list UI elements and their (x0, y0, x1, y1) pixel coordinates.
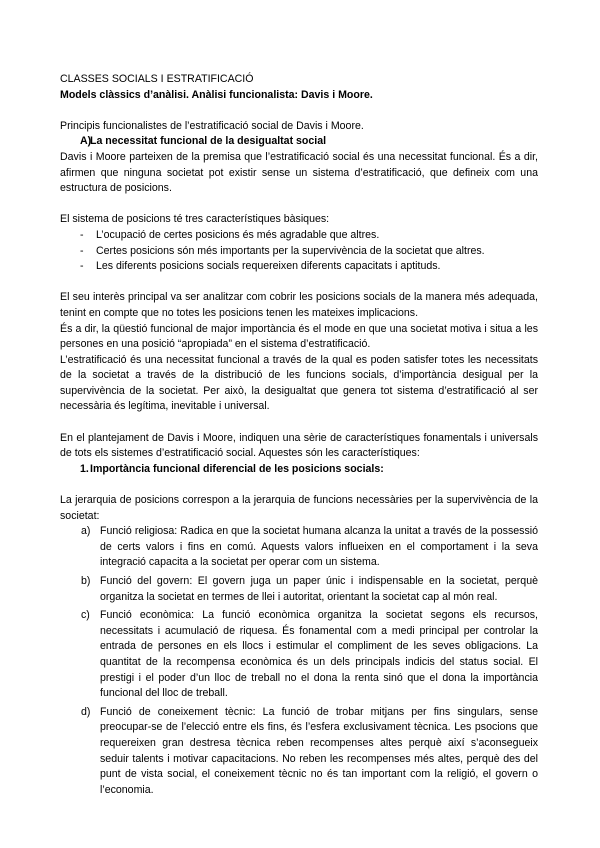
list-marker: a) (81, 525, 91, 538)
paragraph: És a dir, la qüestió funcional de major importància és el mode en que una societat motiva i situa a les persones en una posició “apropiada” en el sistema d’estratificació. (60, 322, 538, 351)
list-item-text: L’ocupació de certes posicions és més agradable que altres. (96, 228, 380, 241)
intro-line: Principis funcionalistes de l’estratificació social de Davis i Moore. (60, 119, 364, 132)
section-1-marker: 1. (80, 462, 89, 475)
characteristics-list (60, 228, 538, 275)
system-intro: El sistema de posicions té tres característiques bàsiques: (60, 213, 330, 226)
list-item-text: Certes posicions són més importants per la supervivència de la societat que altres. (96, 244, 485, 257)
bullet-dash: - (80, 244, 84, 257)
list-item (60, 524, 538, 571)
document-title: CLASSES SOCIALS I ESTRATIFICACIÓ (60, 73, 254, 85)
document-subtitle: Models clàssics d’anàlisi. Anàlisi funcionalista: Davis i Moore. (60, 88, 373, 101)
section-a-text: Davis i Moore parteixen de la premisa que l’estratificació social és una necessitat funcional. És a dir, afirmen que ninguna societat pot existir sense un sistema d’estratificació, que defineix com una estructura de posicions. (60, 150, 538, 195)
list-item (60, 705, 538, 799)
functions-list (60, 524, 538, 798)
bullet-dash: - (80, 228, 84, 241)
list-item (60, 608, 538, 702)
list-marker: c) (81, 609, 90, 622)
list-item (60, 259, 538, 275)
list-marker: b) (81, 575, 91, 587)
list-marker: d) (81, 705, 91, 718)
list-item (60, 228, 538, 244)
list-item (60, 574, 538, 605)
list-item (60, 244, 538, 260)
section-a-marker: A) (80, 135, 92, 148)
section-1-title: Importància funcional diferencial de les posicions socials: (90, 462, 384, 475)
section-1-heading (60, 462, 538, 478)
paragraph: El seu interès principal va ser analitzar com cobrir les posicions socials de la manera més adequada, tenint en compte que no totes les posicions tenen les mateixes implicacions. (60, 291, 538, 319)
section-a-heading (60, 134, 538, 150)
list-item-text: Funció de coneixement tècnic: La funció de trobar mitjans per fins singulars, sense preocupar-se de l’elecció entre els fins, és l’esfera exclusivament tècnica. Les psocions que requereixen gran destresa tècnica reben recompenses altes perquè així s’aconsegueix seduir talents i motivar capacitacions. No reben les recompenses més altes, perquè des del punt de vista social, el coneixement tècnic no és tan important com la religió, el govern o l’economia. (100, 705, 538, 796)
section-a-title: La necessitat funcional de la desigualtat social (90, 135, 327, 148)
document-page (60, 72, 538, 801)
list-item-text: Funció del govern: El govern juga un paper únic i indispensable en la societat, perquè organitza la societat en termes de llei i autoritat, orientant la societat cap al món real. (100, 575, 538, 603)
list-item-text: Les diferents posicions socials requereixen diferents capacitats i aptituds. (96, 260, 441, 273)
paragraph: L’estratificació és una necessitat funcional a través de la qual es poden satisfer totes les necessitats de la societat a través de la distribució de les funcions socials, d’importància desigual per la supervivència de la societat. Per això, la desigualtat que genera tot sistema d’estratificació al ser necessària és legítima, inevitable i universal. (60, 353, 538, 413)
list-item-text: Funció econòmica: La funció econòmica organitza la societat segons els recursos, necessitats i acumulació de riquesa. És fonamental com a medi principal per controlar la entrada de persones en els llocs i estimular el compliment de les seves obligacions. La quantitat de la recompensa econòmica és un dels principals indicis del status social. El prestigi i el poder d’un lloc de treball no el dona la renta sinó que el dona la importància funcional del lloc de treball. (100, 609, 538, 700)
list-item-text: Funció religiosa: Radica en que la societat humana alcanza la unitat a través de la possessió de certs valors i fins en comú. Aquests valors influeixen en el comportament i la seva integració capacita a la societat per operar com un sistema. (100, 525, 538, 569)
plantejament-paragraph: En el plantejament de Davis i Moore, indiquen una sèrie de característiques fonamentals i universals de tots els sistemes d’estratificació social. Aquestes són les característiques: (60, 431, 538, 460)
jerarquia-paragraph: La jerarquia de posicions correspon a la jerarquia de funcions necessàries per la supervivència de la societat: (60, 494, 538, 522)
bullet-dash: - (80, 260, 84, 273)
